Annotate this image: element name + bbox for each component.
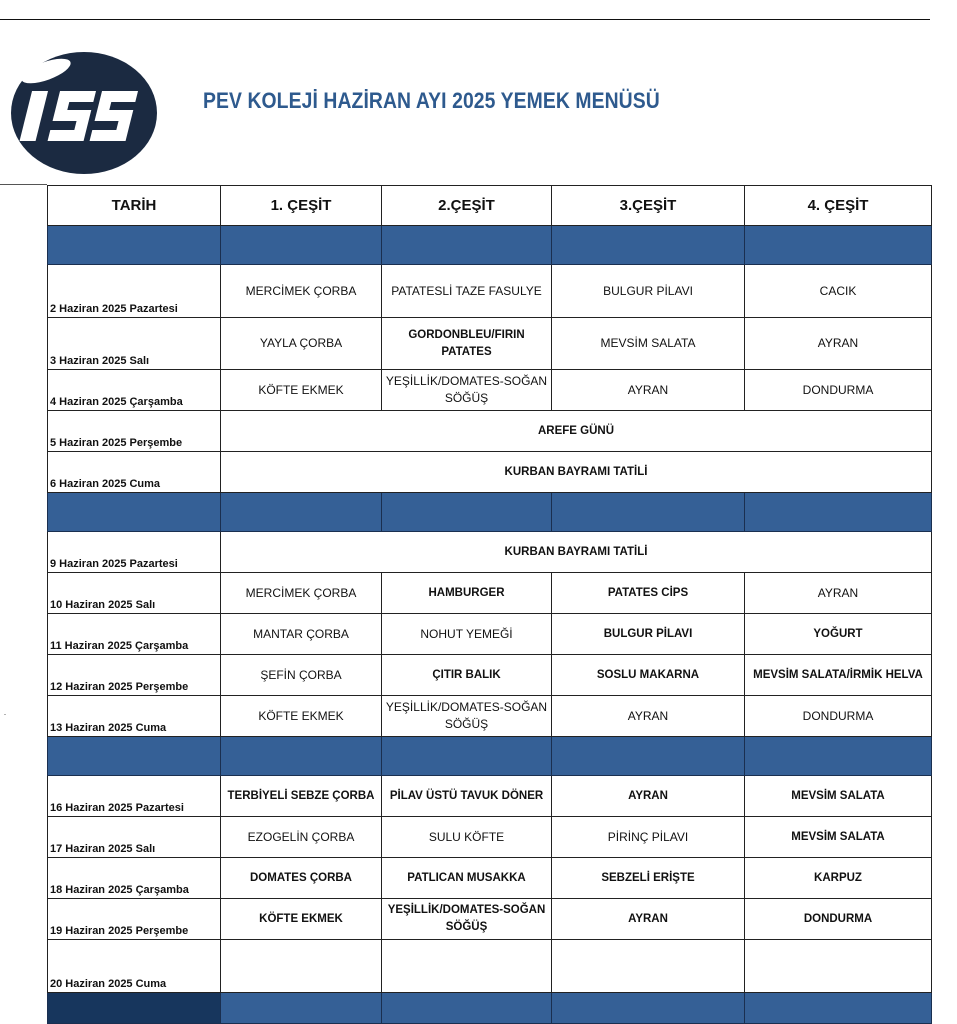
special-day-cell: AREFE GÜNÜ <box>221 411 932 452</box>
menu-cell: DONDURMA <box>745 370 932 411</box>
menu-cell: MERCİMEK ÇORBA <box>221 573 382 614</box>
menu-cell: AYRAN <box>552 370 745 411</box>
table-row <box>48 532 932 573</box>
special-day-cell: KURBAN BAYRAMI TATİLİ <box>221 452 932 493</box>
date-cell: 5 Haziran 2025 Perşembe <box>48 411 221 452</box>
menu-cell: DONDURMA <box>745 899 932 940</box>
header-course-4: 4. ÇEŞİT <box>745 186 932 226</box>
date-cell: 17 Haziran 2025 Salı <box>48 817 221 858</box>
menu-cell: EZOGELİN ÇORBA <box>221 817 382 858</box>
menu-cell: YEŞİLLİK/DOMATES-SOĞAN SÖĞÜŞ <box>382 696 552 737</box>
date-cell: 4 Haziran 2025 Çarşamba <box>48 370 221 411</box>
header-course-3: 3.ÇEŞİT <box>552 186 745 226</box>
week-band <box>48 226 932 265</box>
menu-cell: AYRAN <box>552 776 745 817</box>
menu-cell: AYRAN <box>745 318 932 370</box>
menu-cell: PATATES CİPS <box>552 573 745 614</box>
menu-cell: YAYLA ÇORBA <box>221 318 382 370</box>
menu-cell: SULU KÖFTE <box>382 817 552 858</box>
date-cell: 18 Haziran 2025 Çarşamba <box>48 858 221 899</box>
header-course-1: 1. ÇEŞİT <box>221 186 382 226</box>
menu-cell: PİRİNÇ PİLAVI <box>552 817 745 858</box>
menu-cell: PATATESLİ TAZE FASULYE <box>382 265 552 318</box>
menu-cell: ŞEFİN ÇORBA <box>221 655 382 696</box>
menu-cell: KÖFTE EKMEK <box>221 696 382 737</box>
week-band <box>48 737 932 776</box>
stray-mark: - <box>4 712 6 718</box>
menu-cell: CACIK <box>745 265 932 318</box>
iss-logo <box>10 51 158 175</box>
menu-cell: MERCİMEK ÇORBA <box>221 265 382 318</box>
table-row <box>48 817 932 858</box>
date-cell: 9 Haziran 2025 Pazartesi <box>48 532 221 573</box>
table-row <box>48 696 932 737</box>
menu-cell <box>745 940 932 993</box>
header-course-2: 2.ÇEŞİT <box>382 186 552 226</box>
table-row <box>48 776 932 817</box>
menu-cell: SOSLU MAKARNA <box>552 655 745 696</box>
menu-cell <box>382 940 552 993</box>
menu-cell: PATLICAN MUSAKKA <box>382 858 552 899</box>
header-row <box>48 186 932 226</box>
menu-cell: DONDURMA <box>745 696 932 737</box>
menu-cell: AYRAN <box>552 696 745 737</box>
date-cell: 6 Haziran 2025 Cuma <box>48 452 221 493</box>
menu-cell: AYRAN <box>552 899 745 940</box>
menu-cell <box>221 940 382 993</box>
date-cell: 10 Haziran 2025 Salı <box>48 573 221 614</box>
menu-cell: YEŞİLLİK/DOMATES-SOĞAN SÖĞÜŞ <box>382 899 552 940</box>
menu-cell: PİLAV ÜSTÜ TAVUK DÖNER <box>382 776 552 817</box>
top-rule <box>0 19 930 20</box>
table-row <box>48 370 932 411</box>
date-cell: 12 Haziran 2025 Perşembe <box>48 655 221 696</box>
table-row <box>48 655 932 696</box>
date-cell: 11 Haziran 2025 Çarşamba <box>48 614 221 655</box>
table-row <box>48 573 932 614</box>
table-row <box>48 318 932 370</box>
table-row <box>48 614 932 655</box>
table-row <box>48 452 932 493</box>
date-cell: 19 Haziran 2025 Perşembe <box>48 899 221 940</box>
table-row <box>48 899 932 940</box>
menu-cell: KÖFTE EKMEK <box>221 370 382 411</box>
menu-cell: NOHUT YEMEĞİ <box>382 614 552 655</box>
menu-cell: MANTAR ÇORBA <box>221 614 382 655</box>
table-row <box>48 265 932 318</box>
menu-cell: HAMBURGER <box>382 573 552 614</box>
date-cell: 13 Haziran 2025 Cuma <box>48 696 221 737</box>
menu-cell: YEŞİLLİK/DOMATES-SOĞAN SÖĞÜŞ <box>382 370 552 411</box>
menu-cell: MEVSİM SALATA <box>552 318 745 370</box>
menu-cell: MEVSİM SALATA/İRMİK HELVA <box>745 655 932 696</box>
menu-cell: MEVSİM SALATA <box>745 776 932 817</box>
menu-cell: DOMATES ÇORBA <box>221 858 382 899</box>
week-band <box>48 493 932 532</box>
date-cell: 16 Haziran 2025 Pazartesi <box>48 776 221 817</box>
special-day-cell: KURBAN BAYRAMI TATİLİ <box>221 532 932 573</box>
menu-cell: BULGUR PİLAVI <box>552 614 745 655</box>
menu-cell: TERBİYELİ SEBZE ÇORBA <box>221 776 382 817</box>
date-cell: 2 Haziran 2025 Pazartesi <box>48 265 221 318</box>
header-date: TARİH <box>48 186 221 226</box>
menu-cell: GORDONBLEU/FIRIN PATATES <box>382 318 552 370</box>
table-row <box>48 940 932 993</box>
date-cell: 3 Haziran 2025 Salı <box>48 318 221 370</box>
menu-cell: KÖFTE EKMEK <box>221 899 382 940</box>
menu-cell: AYRAN <box>745 573 932 614</box>
table-row <box>48 411 932 452</box>
table-row <box>48 858 932 899</box>
menu-cell: YOĞURT <box>745 614 932 655</box>
menu-cell <box>552 940 745 993</box>
menu-cell: ÇITIR BALIK <box>382 655 552 696</box>
menu-table <box>47 185 932 1024</box>
date-cell: 20 Haziran 2025 Cuma <box>48 940 221 993</box>
week-band <box>48 993 932 1024</box>
left-rule <box>0 184 47 185</box>
menu-cell: KARPUZ <box>745 858 932 899</box>
page-title: PEV KOLEJİ HAZİRAN AYI 2025 YEMEK MENÜSÜ <box>203 88 660 113</box>
menu-cell: SEBZELİ ERİŞTE <box>552 858 745 899</box>
menu-cell: MEVSİM SALATA <box>745 817 932 858</box>
menu-cell: BULGUR PİLAVI <box>552 265 745 318</box>
